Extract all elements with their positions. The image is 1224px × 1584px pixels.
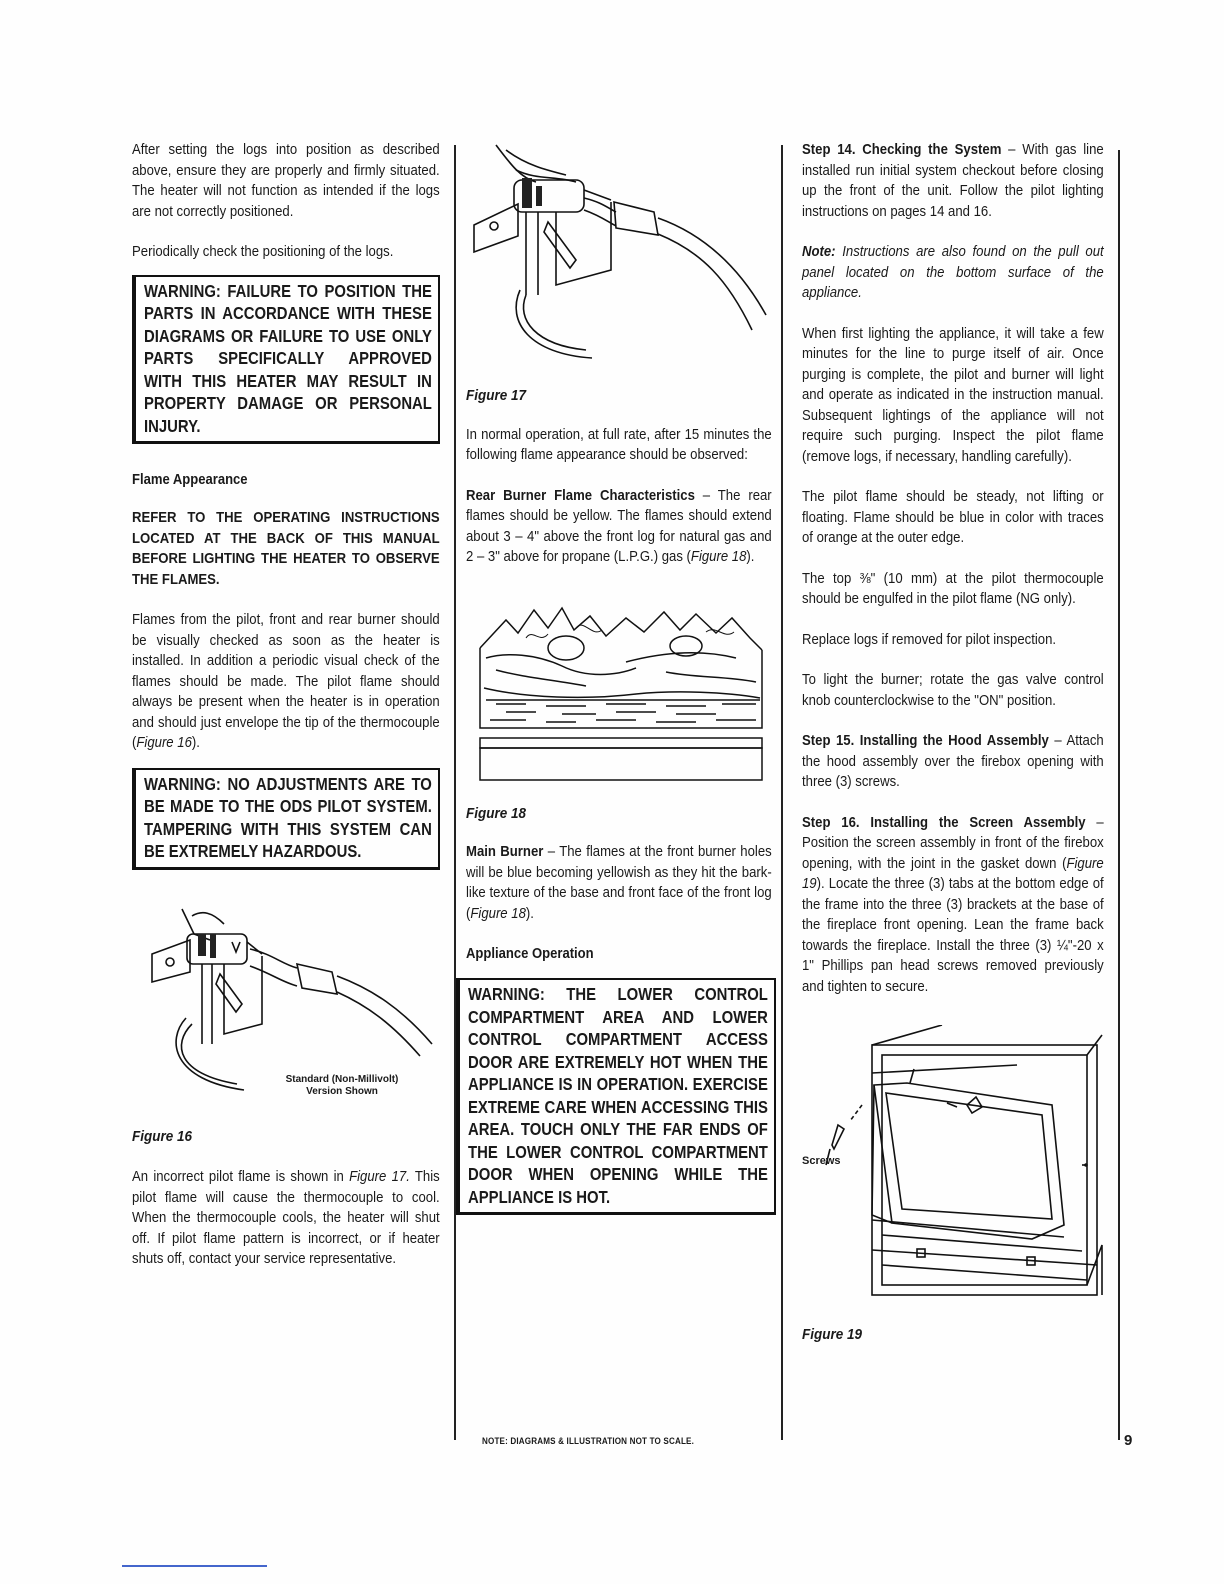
page-number: 9 [1124,1432,1133,1449]
warning-box-ods [132,768,440,870]
figure-18 [466,588,772,788]
warning-ods-text: WARNING: NO ADJUSTMENTS ARE TO BE MADE TO THE ODS PILOT SYSTEM. TAMPERING WITH THIS SYSTEM CAN BE EXTREMELY HAZARDOUS. [144,773,432,861]
refer-operating-instructions: REFER TO THE OPERATING INSTRUCTIONS LOCATED AT THE BACK OF THIS MANUAL BEFORE LIGHTING THE HEATER TO OBSERVE THE FLAMES. [132,510,440,588]
appliance-operation-heading: Appliance Operation [466,946,594,962]
column-rule-1 [454,145,456,1440]
first-lighting-paragraph: When first lighting the appliance, it will take a few minutes for the line to purge itself of air. Once purging is complete, the pilot and burner will light and operate as indicated in the instruction manual. Subsequent lightings of the appliance will not require such purging. Inspect the pilot flame (remove logs, if necessary, handling carefully). [802,325,1104,465]
periodic-check-paragraph: Periodically check the positioning of the logs. [132,244,394,260]
incorrect-pilot-paragraph: An incorrect pilot flame is shown in Figure 17. This pilot flame will cause the thermocouple to cool. When the thermocouple cools, the heater will shut off. If pilot flame pattern is incorrect, or if heater shuts off, contact your service representative. [132,1169,440,1267]
column-rule-2 [781,145,783,1440]
pilot-flame-steady-paragraph: The pilot flame should be steady, not lifting or floating. Flame should be blue in color with traces of orange at the outer edge. [802,489,1104,546]
figure-19-caption: Figure 19 [802,1326,863,1343]
screen-assembly-illustration [802,1025,1104,1315]
figure-18-caption: Figure 18 [466,804,527,822]
figure-16 [132,894,440,1119]
logs-position-paragraph: After setting the logs into position as described above, ensure they are properly and firmly situated. The heater will not function as intended if the logs are not correctly positioned. [132,142,440,220]
normal-operation-paragraph: In normal operation, at full rate, after 15 minutes the following flame appearance should be observed: [466,426,772,463]
screws-label: Screws [802,1155,841,1167]
version-note-line-1: Standard (Non-Millivolt) [285,1073,399,1085]
light-burner-paragraph: To light the burner; rotate the gas valve control knob counterclockwise to the "ON" position. [802,672,1104,709]
flames-check-paragraph: Flames from the pilot, front and rear burner should be visually checked as soon as the heater is installed. In addition a periodic visual check of the flames should be made. The pilot flame should always be present when the heater is in operation and should just envelope the tip of the thermocouple (Figure 16). [132,612,440,751]
bottom-underline-mark [122,1565,267,1567]
figure-19 [802,1025,1104,1315]
step-14-paragraph: Step 14. Checking the System – With gas line installed run initial system checkout before closing up the front of the unit. Follow the pilot lighting instructions on pages 14 and 16. [802,142,1104,220]
figure-17-caption: Figure 17 [466,387,527,404]
warning-parts-text: WARNING: FAILURE TO POSITION THE PARTS IN ACCORDANCE WITH THESE DIAGRAMS OR FAILURE TO USE ONLY PARTS SPECIFICALLY APPROVED WITH THIS HEATER MAY RESULT IN PROPERTY DAMAGE OR PERSONAL INJURY. [144,280,432,436]
incorrect-pilot-flame-illustration [466,140,772,372]
log-set-flame-illustration [466,588,772,788]
step-15-paragraph: Step 15. Installing the Hood Assembly – Attach the hood assembly over the firebox opening with three (3) screws. [802,733,1104,790]
warning-box-hot-compartment [456,978,776,1215]
figure-17 [466,140,772,372]
note-paragraph: Note: Instructions are also found on the pull out panel located on the bottom surface of the appliance. [802,244,1104,301]
version-note-line-2: Version Shown [306,1085,378,1097]
replace-logs-paragraph: Replace logs if removed for pilot inspection. [802,631,1057,648]
warning-hot-compartment-text: WARNING: THE LOWER CONTROL COMPARTMENT AREA AND LOWER CONTROL COMPARTMENT ACCESS DOOR ARE EXTREMELY HOT WHEN THE APPLIANCE IS IN OPERATION. EXERCISE EXTREME CARE WHEN ACCESSING THIS AREA. TOUCH ONLY THE FAR ENDS OF THE LOWER CONTROL COMPARTMENT DOOR WHEN OPENING WHILE THE APPLIANCE IS HOT. [468,984,768,1207]
rear-burner-paragraph: Rear Burner Flame Characteristics – The rear flames should be yellow. The flames should extend about 3 – 4" above the front log for natural gas and 2 – 3" above for propane (L.P.G.) gas (Figure 18). [466,487,772,565]
column-2 [466,140,772,1215]
not-to-scale-note: NOTE: DIAGRAMS & ILLUSTRATION NOT TO SCALE. [482,1436,695,1447]
main-burner-paragraph: Main Burner – The flames at the front burner holes will be blue becoming yellowish as they hit the bark-like texture of the base and front face of the front log (Figure 18). [466,844,772,922]
figure-16-version-note [272,1074,412,1098]
column-1 [132,140,440,1270]
thermocouple-paragraph: The top ⅜" (10 mm) at the pilot thermocouple should be engulfed in the pilot flame (NG only). [802,570,1104,607]
column-3 [802,140,1104,1346]
flame-appearance-heading: Flame Appearance [132,472,248,488]
step-16-paragraph: Step 16. Installing the Screen Assembly – Position the screen assembly in front of the firebox opening, with the joint in the gasket down (Figure 19). Locate the three (3) tabs at the bottom edge of the frame into the three (3) brackets at the base of the fireplace front opening. Lean the frame back towards the fireplace. Install the three (3) ¼"-20 x 1" Phillips pan head screws removed previously and tighten to secure. [802,814,1104,995]
warning-box-parts [132,275,440,445]
figure-16-caption: Figure 16 [132,1127,193,1145]
column-rule-3 [1118,150,1120,1440]
